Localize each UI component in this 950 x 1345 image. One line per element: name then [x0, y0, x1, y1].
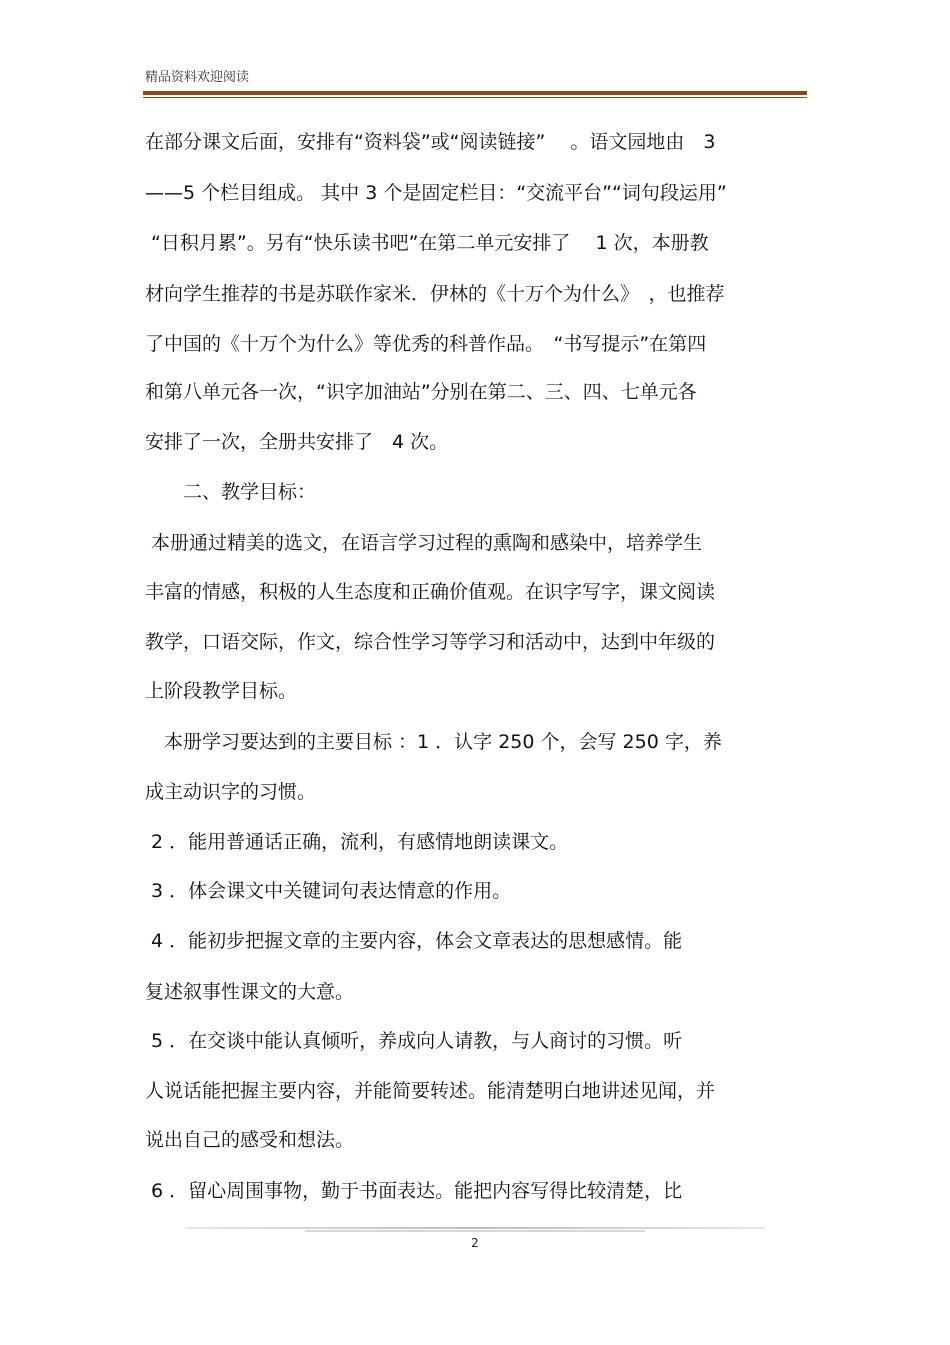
section-heading: 二、教学目标：: [145, 481, 317, 503]
body-line: 成主动识字的习惯。: [145, 781, 317, 803]
body-line: 人说话能把握主要内容，并能简要转述。能清楚明白地讲述见闻，并: [145, 1080, 716, 1102]
body-line: 复述叙事性课文的大意。: [145, 981, 355, 1003]
body-line: 安排了一次，全册共安排了 4 次。: [145, 431, 449, 453]
body-line: 在部分课文后面，安排有“资料袋”或“阅读链接” 。语文园地由 3: [145, 131, 716, 153]
list-item: 5 ．在交谈中能认真倾听，养成向人请教，与人商讨的习惯。听: [145, 1030, 683, 1052]
header-rule-thin: [143, 97, 807, 98]
list-item: 3 ．体会课文中关键词句表达情意的作用。: [145, 880, 512, 902]
body-line: 丰富的情感，积极的人生态度和正确价值观。在识字写字，课文阅读: [145, 581, 716, 603]
body-line: 本册学习要达到的主要目标 ：1 ．认字 250 个，会写 250 字，养: [145, 731, 722, 753]
body-line: “日积月累”。另有“快乐读书吧”在第二单元安排了 1 次，本册教: [145, 232, 709, 254]
header-rule-thick: [143, 91, 807, 95]
list-item: 6 ．留心周围事物，勤于书面表达。能把内容写得比较清楚，比: [145, 1180, 683, 1202]
footer-rule-shadow: [305, 1230, 645, 1232]
header-title: 精品资料欢迎阅读: [145, 70, 250, 85]
body-line: 了中国的《十万个为什么》等优秀的科普作品。 “书写提示”在第四: [145, 333, 707, 355]
list-item: 4 ．能初步把握文章的主要内容，体会文章表达的思想感情。能: [145, 930, 683, 952]
page-number: 2: [471, 1236, 479, 1250]
body-line: 本册通过精美的选文，在语言学习过程的熏陶和感染中，培养学生: [145, 532, 703, 554]
body-line: 上阶段教学目标。: [145, 680, 298, 702]
body-line: 教学，口语交际，作文，综合性学习等学习和活动中，达到中年级的: [145, 631, 716, 653]
footer-rule: [185, 1227, 765, 1229]
body-line: 材向学生推荐的书是苏联作家米．伊林的《十万个为什么》 ，也推荐: [145, 283, 725, 305]
body-line: 说出自己的感受和想法。: [145, 1129, 355, 1151]
body-line: ——5 个栏目组成。 其中 3 个是固定栏目：“交流平台”“词句段运用”: [145, 182, 727, 204]
list-item: 2 ．能用普通话正确，流利，有感情地朗读课文。: [145, 831, 569, 853]
body-line: 和第八单元各一次，“识字加油站”分别在第二、三、四、七单元各: [145, 381, 697, 403]
